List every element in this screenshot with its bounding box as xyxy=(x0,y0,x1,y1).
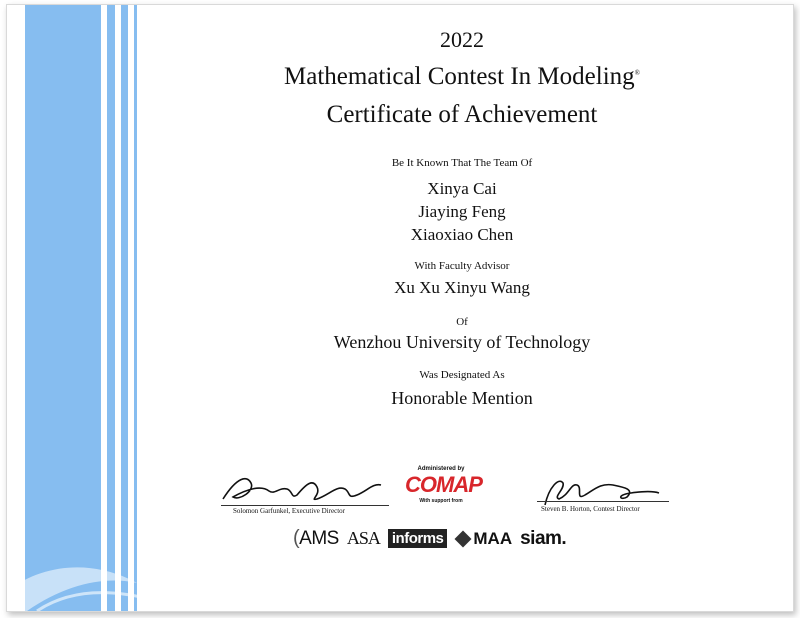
certificate xyxy=(6,4,794,612)
certificate-title: Certificate of Achievement xyxy=(326,101,598,128)
designation-label: Was Designated As xyxy=(419,369,505,381)
advisor-label: With Faculty Advisor xyxy=(414,260,510,272)
team-members xyxy=(137,177,787,246)
registered-mark: ® xyxy=(634,69,640,77)
team-member: Xiaoxiao Chen xyxy=(410,225,514,244)
sponsor-logos xyxy=(293,527,566,550)
certificate-year: 2022 xyxy=(440,27,484,52)
decorative-swoosh xyxy=(7,521,187,611)
team-intro-label: Be It Known That The Team Of xyxy=(391,157,533,169)
ams-logo: (AMS xyxy=(293,527,339,549)
contest-director-caption: Steven B. Horton, Contest Director xyxy=(541,505,640,513)
signature-line xyxy=(221,505,389,506)
informs-logo: informs xyxy=(388,529,448,548)
comap-logo: COMAP xyxy=(405,472,482,497)
administered-by-label: Administered by xyxy=(417,466,465,472)
maa-logo: MAA xyxy=(455,529,512,549)
support-label: With support from xyxy=(419,498,463,504)
faculty-advisor: Xu Xu Xinyu Wang xyxy=(394,278,530,297)
executive-director-caption: Solomon Garfunkel, Executive Director xyxy=(233,507,345,515)
siam-logo: siam. xyxy=(520,527,567,549)
administered-by-block xyxy=(405,466,482,504)
signature-line xyxy=(537,501,669,502)
team-member: Xinya Cai xyxy=(427,179,497,198)
maa-emblem-icon xyxy=(455,530,472,547)
asa-logo: ASA xyxy=(346,528,380,548)
award-level: Honorable Mention xyxy=(391,388,533,408)
institution-name: Wenzhou University of Technology xyxy=(333,332,591,352)
executive-director-signature xyxy=(217,469,387,509)
of-label: Of xyxy=(456,316,468,328)
contest-name: Mathematical Contest In Modeling® xyxy=(284,63,640,90)
team-member: Jiaying Feng xyxy=(418,202,506,221)
